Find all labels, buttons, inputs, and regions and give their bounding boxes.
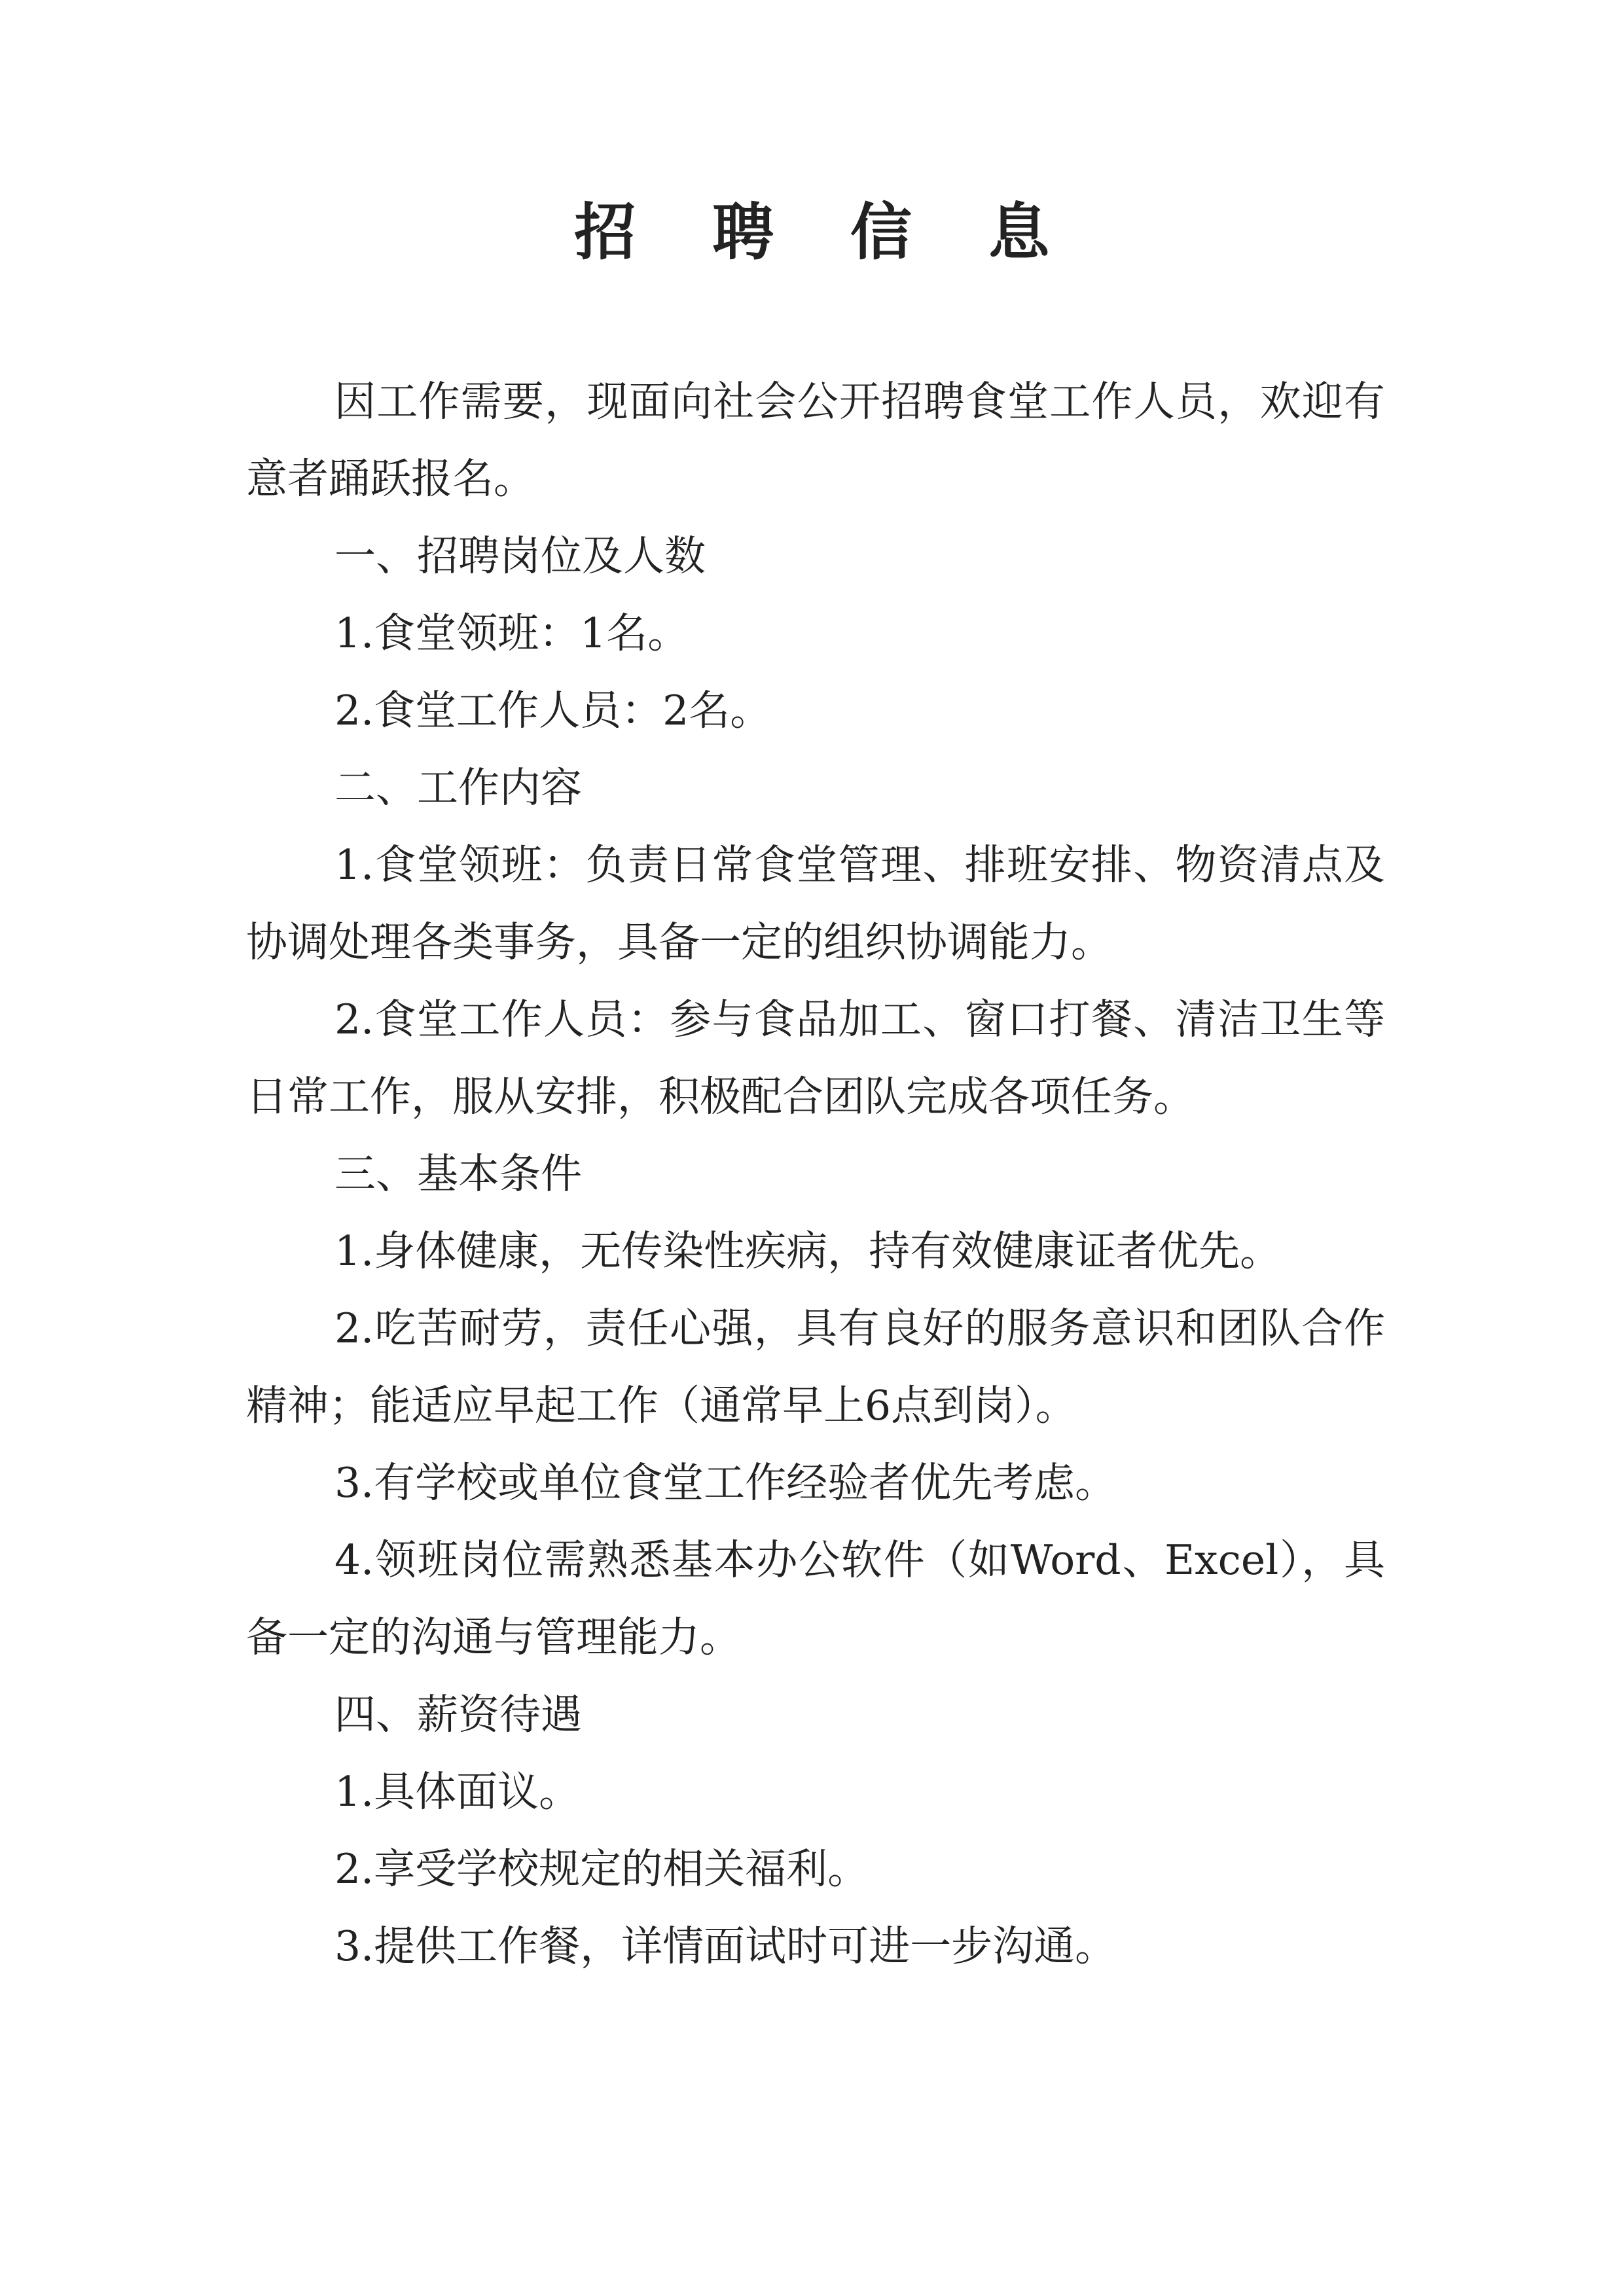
list-item: 1.具体面议。 (334, 1768, 581, 1816)
list-item: 4.领班岗位需熟悉基本办公软件（如Word、Excel），具备一定的沟通与管理能力。 (246, 1536, 1385, 1661)
section-heading: 四、薪资待遇 (334, 1691, 582, 1738)
list-item: 3.有学校或单位食堂工作经验者优先考虑。 (334, 1459, 1117, 1507)
section-heading: 三、基本条件 (334, 1150, 582, 1198)
section-requirements (246, 1136, 1385, 1676)
section-positions (246, 518, 1385, 749)
list-item: 2.食堂工作人员：参与食品加工、窗口打餐、清洁卫生等日常工作，服从安排，积极配合团队完成各项任务。 (246, 996, 1385, 1121)
document-body (246, 363, 1385, 1985)
section-heading: 二、工作内容 (334, 764, 582, 812)
list-item: 3.提供工作餐，详情面试时可进一步沟通。 (334, 1922, 1117, 1970)
intro-paragraph: 因工作需要，现面向社会公开招聘食堂工作人员，欢迎有意者踊跃报名。 (246, 378, 1385, 503)
section-duties (246, 749, 1385, 1136)
section-compensation (246, 1676, 1385, 1985)
list-item: 1.食堂领班：负责日常食堂管理、排班安排、物资清点及协调处理各类事务，具备一定的组织协调能力。 (246, 841, 1385, 966)
document-title: 招 聘 信 息 (574, 197, 1077, 268)
list-item: 2.享受学校规定的相关福利。 (334, 1845, 869, 1893)
list-item: 2.食堂工作人员：2名。 (334, 687, 772, 734)
list-item: 2.吃苦耐劳，责任心强，具有良好的服务意识和团队合作精神；能适应早起工作（通常早上6点到岗）。 (246, 1304, 1385, 1429)
section-heading: 一、招聘岗位及人数 (334, 532, 706, 580)
list-item: 1.食堂领班：1名。 (334, 609, 689, 657)
list-item: 1.身体健康，无传染性疾病，持有效健康证者优先。 (334, 1227, 1282, 1275)
